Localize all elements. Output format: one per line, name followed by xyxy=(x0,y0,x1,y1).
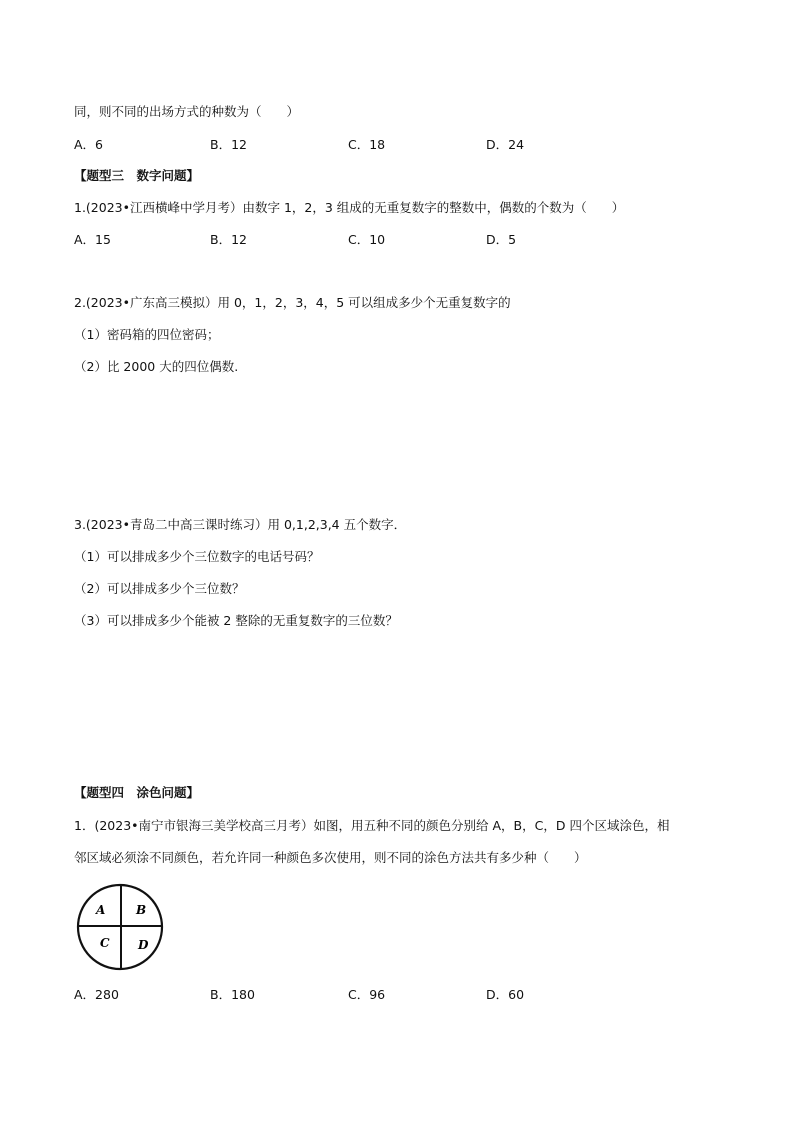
option-c[interactable]: C．96 xyxy=(348,987,386,1002)
option-a[interactable]: A．15 xyxy=(74,232,111,247)
region-circle-figure xyxy=(74,881,166,973)
option-c[interactable]: C．10 xyxy=(348,232,386,247)
figure-label-d: D xyxy=(138,938,149,952)
option-c[interactable]: C．18 xyxy=(348,137,386,152)
option-d[interactable]: D．60 xyxy=(486,987,525,1002)
sub-question: （1）可以排成多少个三位数字的电话号码？ xyxy=(74,549,320,564)
question-stem-line2: 邻区域必须涂不同颜色，若允许同一种颜色多次使用，则不同的涂色方法共有多少种（ ） xyxy=(74,850,587,865)
sub-question: （1）密码箱的四位密码； xyxy=(74,327,220,342)
section-heading-coloring: 【题型四 涂色问题】 xyxy=(74,785,200,800)
option-d[interactable]: D．5 xyxy=(486,232,517,247)
option-d[interactable]: D．24 xyxy=(486,137,525,152)
sub-question: （2）比 2000 大的四位偶数. xyxy=(74,359,239,374)
continued-question-text: 同，则不同的出场方式的种数为（ ） xyxy=(74,104,300,119)
question-stem: 2.(2023•广东高三模拟）用 0，1，2，3，4，5 可以组成多少个无重复数字的 xyxy=(74,295,511,310)
section-heading-numbers: 【题型三 数字问题】 xyxy=(74,168,200,183)
option-b[interactable]: B．12 xyxy=(210,137,247,152)
option-b[interactable]: B．180 xyxy=(210,987,255,1002)
option-a[interactable]: A．6 xyxy=(74,137,104,152)
question-stem: 3.(2023•青岛二中高三课时练习）用 0,1,2,3,4 五个数字． xyxy=(74,517,407,532)
question-stem: 1.(2023•江西横峰中学月考）由数字 1，2，3 组成的无重复数字的整数中，偶数的个数为（ ） xyxy=(74,200,625,215)
figure-label-a: A xyxy=(96,903,106,917)
figure-label-b: B xyxy=(136,903,147,917)
option-b[interactable]: B．12 xyxy=(210,232,247,247)
option-a[interactable]: A．280 xyxy=(74,987,119,1002)
figure-label-c: C xyxy=(100,936,110,950)
sub-question: （2）可以排成多少个三位数？ xyxy=(74,581,245,596)
sub-question: （3）可以排成多少个能被 2 整除的无重复数字的三位数？ xyxy=(74,613,398,628)
question-stem-line1: 1．(2023•南宁市银海三美学校高三月考）如图，用五种不同的颜色分别给 A，B，C，D 四个区域涂色，相 xyxy=(74,818,670,833)
